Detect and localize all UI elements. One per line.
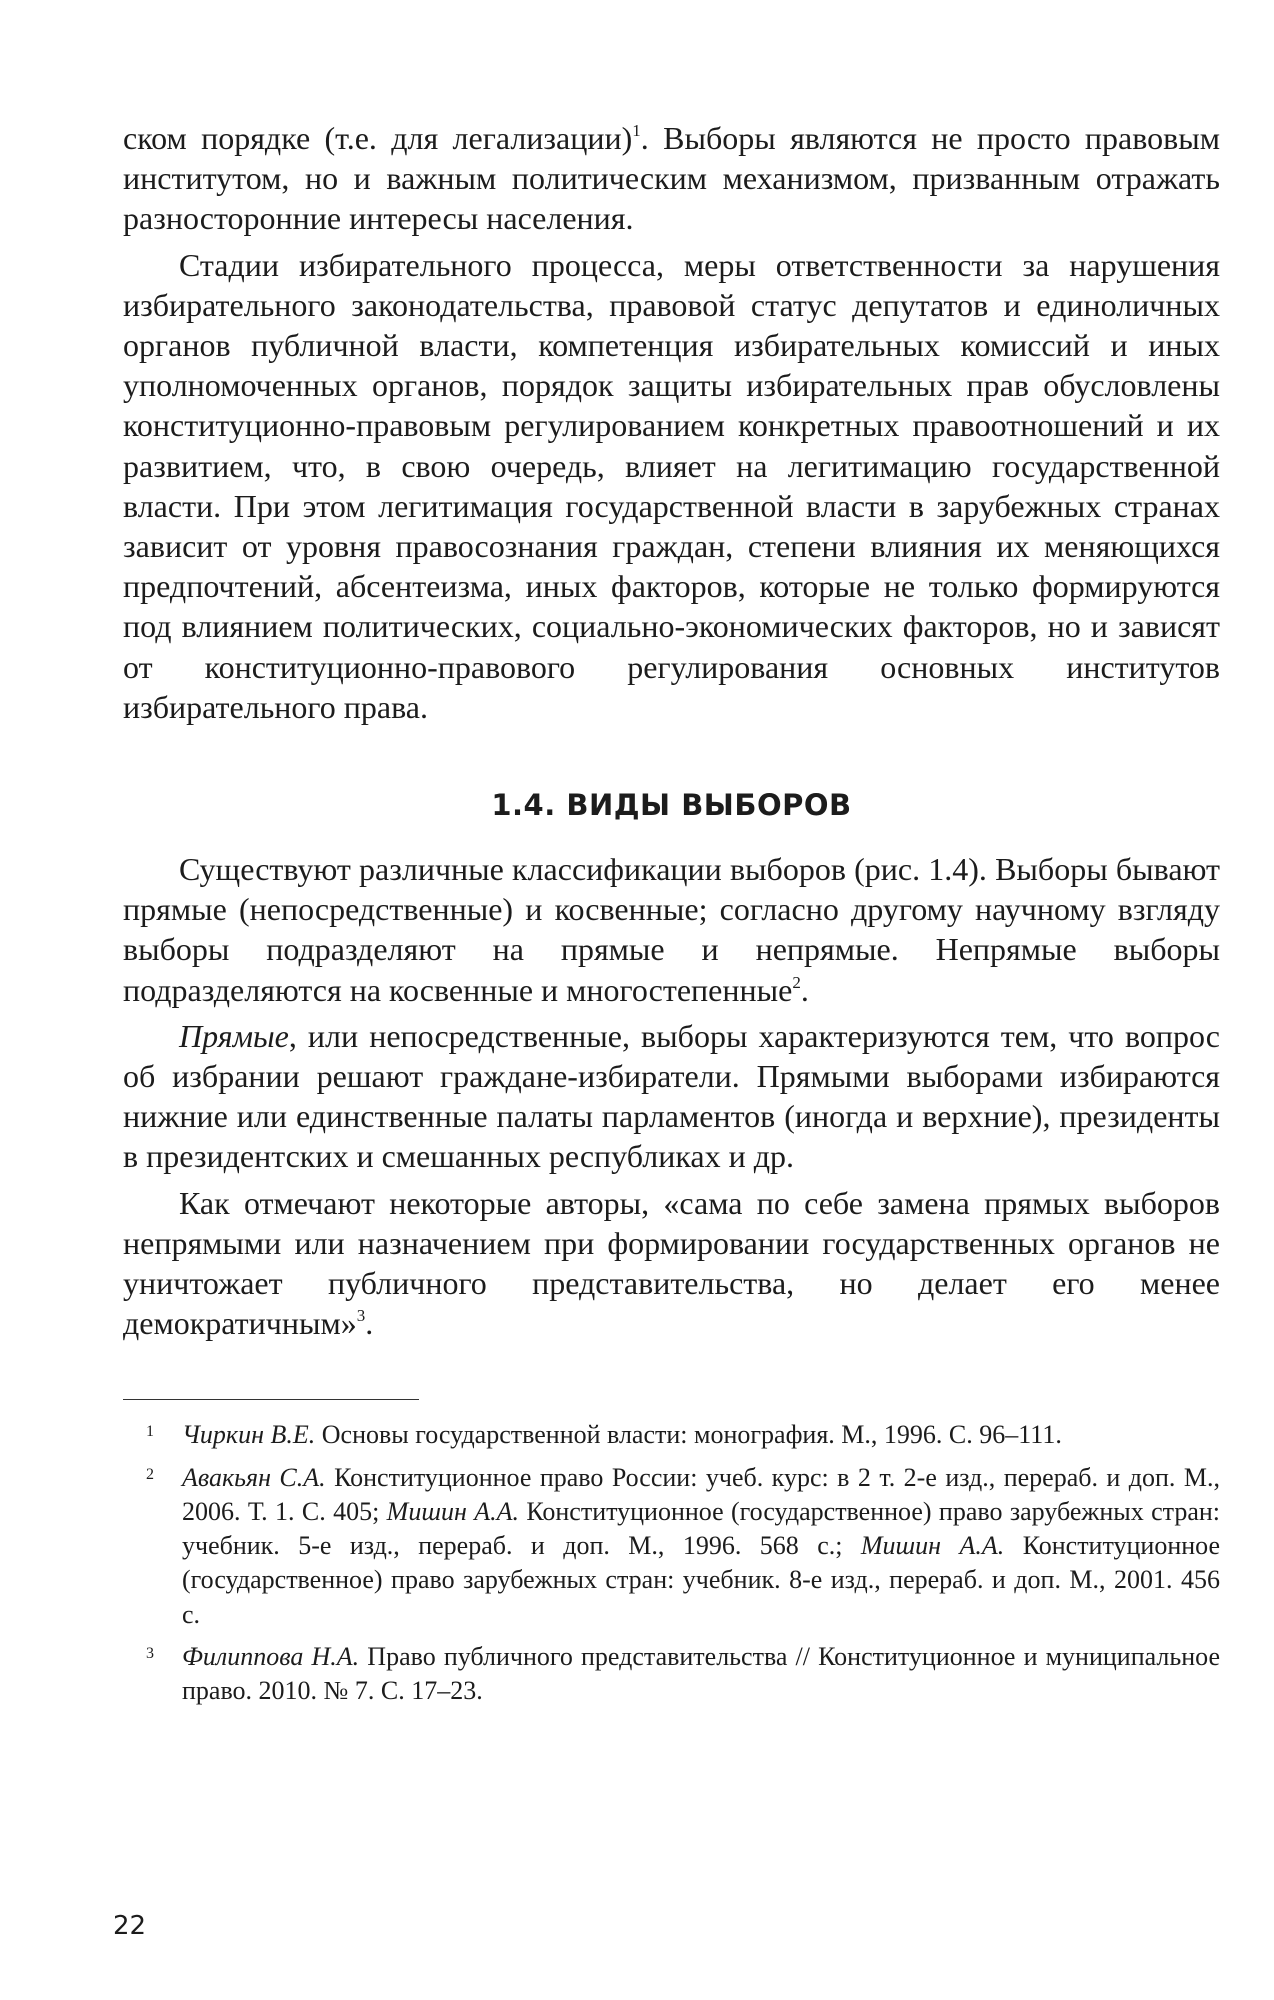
page-body: [123, 118, 1220, 1716]
footnote-text: Право публичного представительства // Конституционное и муниципальное право. 2010. № 7. С. 17–23.: [182, 1641, 1221, 1705]
text-span: Как отмечают некоторые авторы, «сама по себе замена прямых выборов непрямыми или назначением при формировании государственных органов не уничтожает публичного представительства, но делает его менее демократичным»: [123, 1184, 1220, 1342]
footnote-author: Филиппова Н.А.: [182, 1641, 360, 1671]
footnote-1: [123, 1418, 1220, 1452]
paragraph-classification: [123, 849, 1220, 1010]
footnote-text: Основы государственной власти: монография. М., 1996. С. 96–111.: [315, 1420, 1062, 1450]
footnote-ref-1[interactable]: 1: [632, 121, 641, 140]
paragraph-continuation: [123, 118, 1220, 239]
footnote-number: 2: [146, 1465, 154, 1483]
footnote-text: Конституционное (государственное) право зарубежных стран: учебник. 8-е изд., перераб. и доп. М., 2001. 456 с.: [182, 1531, 1220, 1629]
italic-term: Прямые: [179, 1017, 289, 1054]
footnote-number: 1: [146, 1423, 154, 1441]
paragraph-quote: [123, 1183, 1220, 1344]
footnote-text: Конституционное (государственное) право зарубежных стран: учебник. 5-е изд., перераб. и доп. М., 1996. 568 с.;: [182, 1496, 1220, 1561]
footnote-author: Мишин А.А.: [386, 1496, 519, 1526]
footnote-author: Чиркин В.Е.: [182, 1420, 316, 1450]
footnote-author: Мишин А.А.: [860, 1531, 1005, 1561]
text-span: .: [800, 971, 809, 1008]
text-span: , или непосредственные, выборы характеризуются тем, что вопрос об избрании решают граждане-избиратели. Прямыми выборами избираются нижние или единственные палаты парламентов (иногда и верхние), президенты в президентских и смешанных республиках и др.: [123, 1017, 1220, 1175]
footnote-2: [123, 1461, 1220, 1632]
page-number: 22: [113, 1911, 147, 1941]
text-span: .: [365, 1305, 374, 1342]
paragraph-stages: Стадии избирательного процесса, меры ответственности за нарушения избирательного законодательства, правовой статус депутатов и единоличных органов публичной власти, компетенция избирательных комиссий и иных уполномоченных органов, порядок защиты избирательных прав обусловлены конституционно-правовым регулированием конкретных правоотношений и их развитием, что, в свою очередь, влияет на легитимацию государственной власти. При этом легитимация государственной власти в зарубежных странах зависит от уровня правосознания граждан, степени влияния их меняющихся предпочтений, абсентеизма, иных факторов, которые не только формируются под влиянием политических, социально-экономических факторов, но и зависят от конституционно-правового регулирования основных институтов избирательного права.: [123, 246, 1220, 725]
paragraph-direct-elections: [123, 1016, 1220, 1177]
text-span: Существуют различные классификации выборов (рис. 1.4). Выборы бывают прямые (непосредственные) и косвенные; согласно другому научному взгляду выборы подразделяют на прямые и непрямые. Непрямые выборы подразделяются на косвенные и многостепенные: [123, 851, 1220, 1008]
footnote-ref-3[interactable]: 3: [356, 1306, 366, 1326]
footnote-author: Авакьян С.А.: [182, 1462, 326, 1492]
footnote-divider: [123, 1399, 419, 1400]
section-heading: 1.4. ВИДЫ ВЫБОРОВ: [491, 788, 852, 823]
footnote-text: Конституционное право России: учеб. курс: в 2 т. 2-е изд., перераб. и доп. М., 2006. Т. 1. С. 405;: [182, 1462, 1220, 1526]
text-span: ском порядке (т.е. для легализации): [123, 120, 633, 156]
footnote-3: [123, 1640, 1220, 1708]
footnote-number: 3: [146, 1644, 154, 1662]
footnote-ref-2[interactable]: 2: [792, 972, 801, 992]
section-heading-wrap: [123, 785, 1220, 825]
text-span: . Выборы являются не просто правовым институтом, но и важным политическим механизмом, призванным отражать разносторонние интересы населения.: [123, 120, 1221, 237]
